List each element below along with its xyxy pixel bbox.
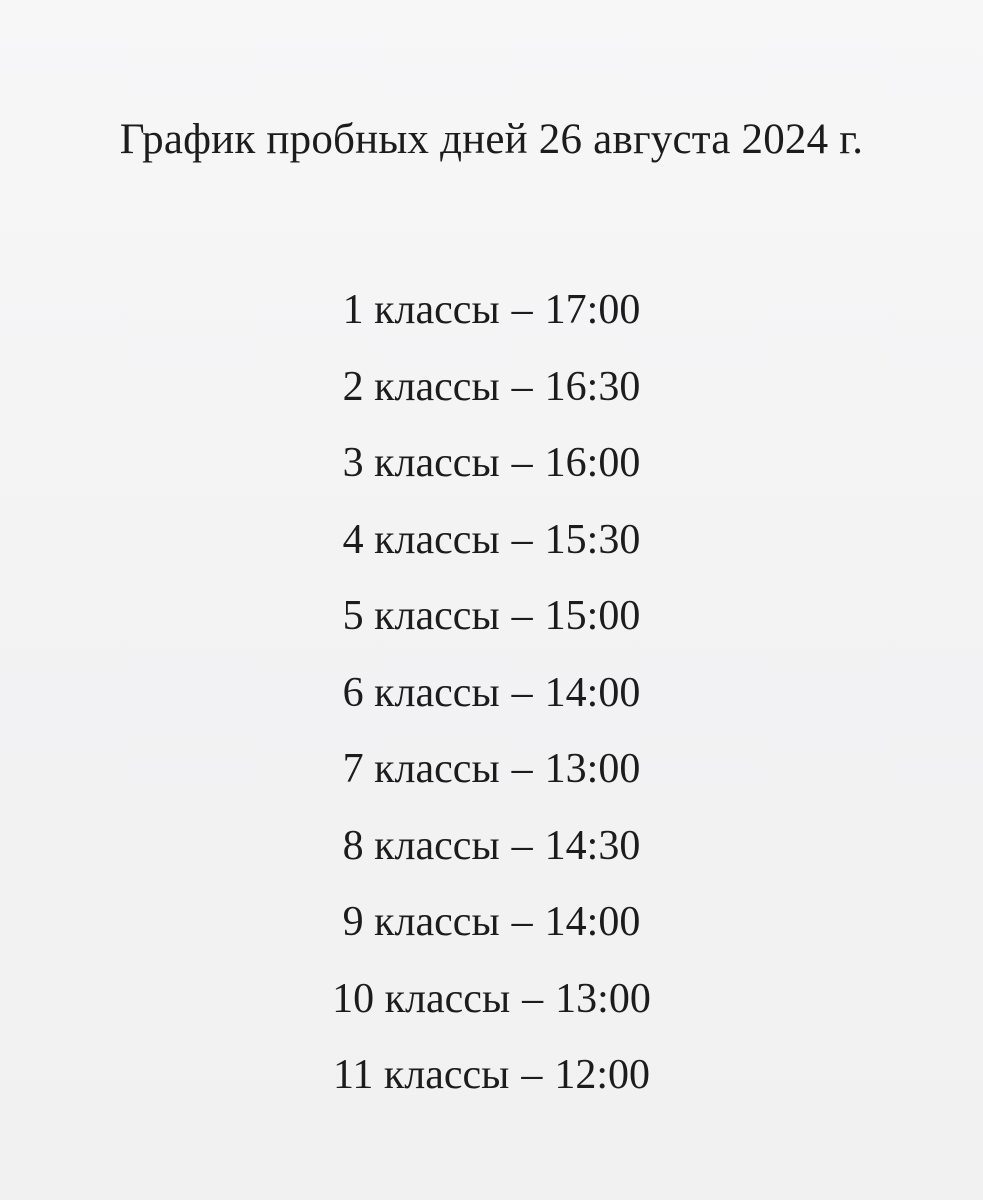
schedule-row-grade-5 [0, 578, 983, 655]
trial-time: 13:00 [544, 746, 641, 793]
schedule-row-grade-3 [0, 425, 983, 502]
trial-time: 14:00 [544, 899, 641, 946]
trial-time: 15:30 [544, 516, 641, 563]
grade-label: 4 классы [342, 516, 500, 563]
dash-separator: – [511, 593, 533, 640]
trial-time: 17:00 [544, 287, 641, 334]
trial-time: 16:00 [544, 440, 641, 487]
grade-label: 8 классы [342, 822, 500, 869]
schedule-row-grade-8 [0, 808, 983, 885]
trial-time: 12:00 [554, 1052, 651, 1099]
schedule-row-grade-6 [0, 655, 983, 732]
grade-label: 5 классы [342, 593, 500, 640]
grade-label: 11 классы [332, 1052, 510, 1099]
schedule-row-grade-1 [0, 272, 983, 349]
trial-time: 16:30 [544, 363, 641, 410]
schedule-row-grade-2 [0, 349, 983, 426]
grade-label: 10 классы [332, 975, 511, 1022]
trial-time: 15:00 [544, 593, 641, 640]
schedule-row-grade-10 [0, 961, 983, 1038]
dash-separator: – [511, 440, 533, 487]
grade-label: 9 классы [342, 899, 500, 946]
dash-separator: – [511, 287, 533, 334]
schedule-row-grade-9 [0, 884, 983, 961]
trial-time: 14:00 [544, 669, 641, 716]
schedule-row-grade-11 [0, 1037, 983, 1114]
dash-separator: – [511, 516, 533, 563]
grade-label: 3 классы [342, 440, 500, 487]
grade-label: 2 классы [342, 363, 500, 410]
trial-time: 14:30 [544, 822, 641, 869]
grade-label: 6 классы [342, 669, 500, 716]
dash-separator: – [521, 1052, 543, 1099]
dash-separator: – [522, 975, 544, 1022]
dash-separator: – [511, 899, 533, 946]
dash-separator: – [511, 822, 533, 869]
schedule-row-grade-4 [0, 502, 983, 579]
trial-time: 13:00 [555, 975, 651, 1022]
dash-separator: – [511, 746, 533, 793]
schedule-row-grade-7 [0, 731, 983, 808]
grade-label: 1 классы [342, 287, 500, 334]
document-title: График пробных дней 26 августа 2024 г. [119, 116, 864, 163]
schedule-list [0, 272, 983, 1114]
grade-label: 7 классы [342, 746, 500, 793]
dash-separator: – [511, 669, 533, 716]
dash-separator: – [511, 363, 533, 410]
